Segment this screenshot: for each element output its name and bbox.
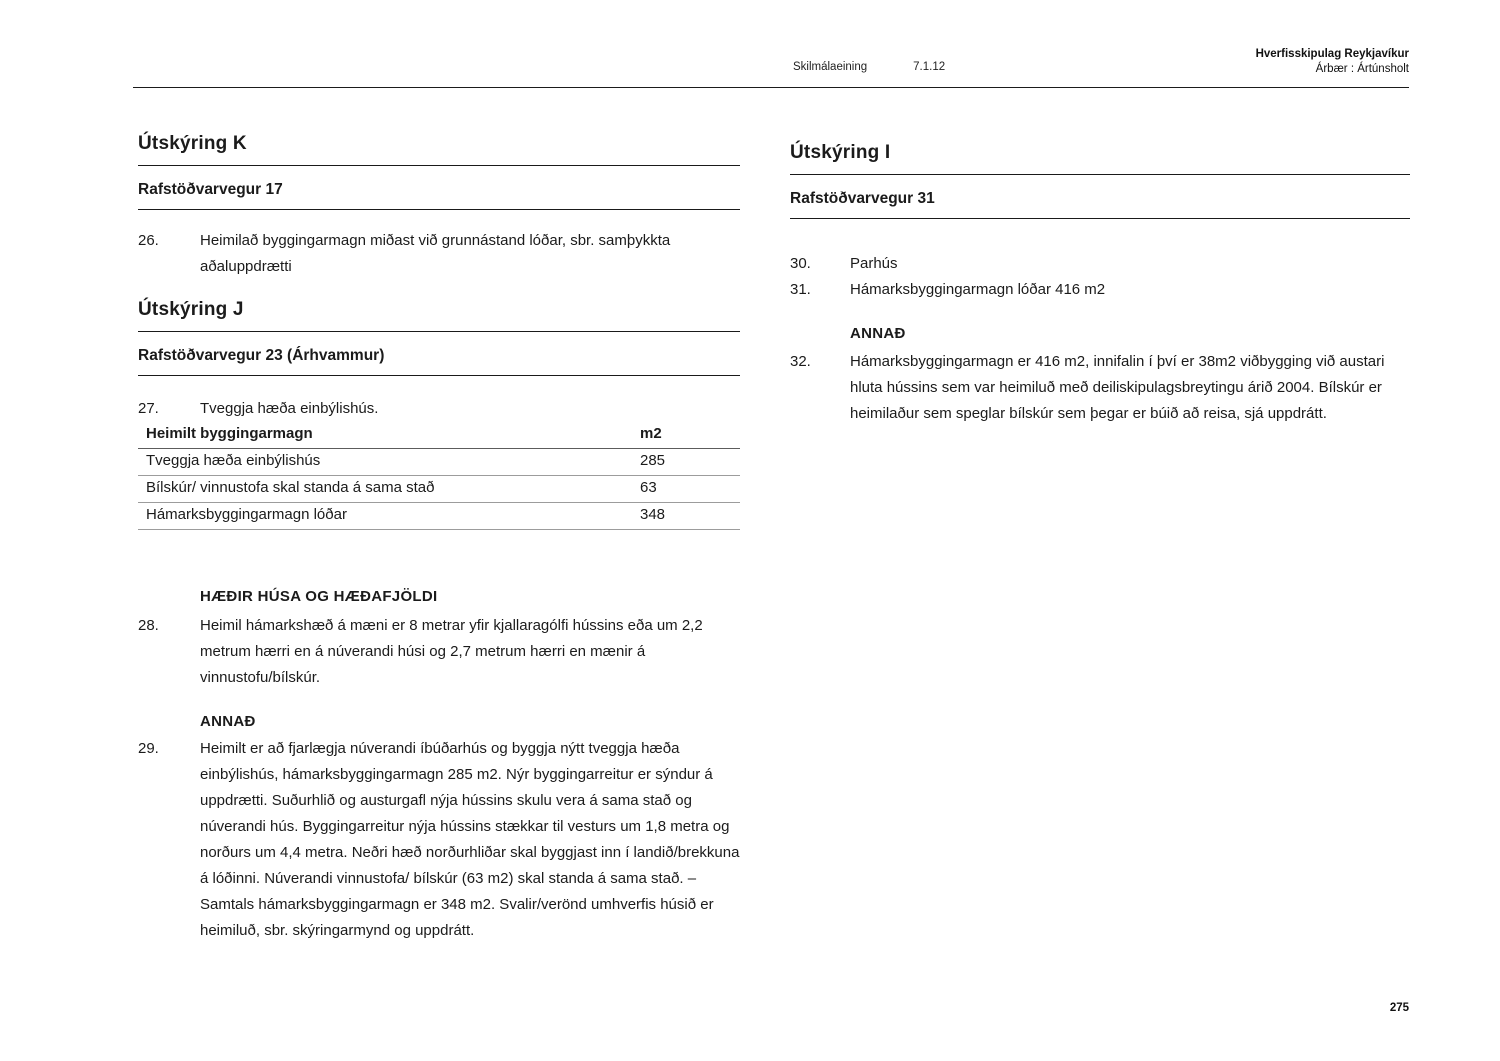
organization-name: Hverfisskipulag Reykjavíkur	[1255, 48, 1409, 60]
table-cell-label: Hámarksbyggingarmagn lóðar	[146, 506, 347, 523]
item-number: 31.	[790, 281, 811, 298]
item-text: Tveggja hæða einbýlishús.	[200, 400, 379, 417]
table-row	[138, 476, 740, 503]
table-header-unit: m2	[640, 425, 662, 442]
doc-number: 7.1.12	[913, 61, 946, 73]
item-text: Heimil hámarkshæð á mæni er 8 metrar yfir kjallaragólfi hússins eða um 2,2 metrum hærri en á núverandi húsi og 2,7 metrum hærri en mænir á vinnustofu/bílskúr.	[200, 617, 703, 686]
item-26	[138, 228, 740, 280]
item-number: 32.	[790, 353, 811, 370]
item-29	[138, 736, 740, 944]
item-number: 26.	[138, 232, 159, 249]
other-heading-right: ANNAÐ	[850, 325, 906, 342]
item-text: Hámarksbyggingarmagn er 416 m2, innifalin í því er 38m2 viðbygging við austari hluta hússins sem var heimiluð með deiliskipulagsbreytingu árið 2004. Bílskúr er heimilaður sem speglar bílskúr sem þegar er búið að reisa, sjá uppdrátt.	[850, 353, 1385, 422]
item-text: Hámarksbyggingarmagn lóðar 416 m2	[850, 281, 1106, 298]
item-text: Heimilað byggingarmagn miðast við grunnástand lóðar, sbr. samþykkta aðaluppdrætti	[200, 232, 671, 275]
section-i-title: Útskýring I	[790, 142, 1410, 175]
section-k-title: Útskýring K	[138, 133, 740, 166]
item-32	[790, 349, 1410, 427]
building-area-table	[138, 422, 740, 530]
item-number: 27.	[138, 400, 159, 417]
item-text: Parhús	[850, 255, 898, 272]
section-i-subtitle: Rafstöðvarvegur 31	[790, 190, 1410, 219]
right-column	[790, 142, 1410, 427]
section-k-subtitle: Rafstöðvarvegur 17	[138, 181, 740, 210]
item-number: 30.	[790, 255, 811, 272]
table-header-row	[138, 422, 740, 449]
item-27	[138, 396, 740, 422]
item-31	[790, 277, 1410, 303]
header-divider	[133, 87, 1409, 88]
item-number: 28.	[138, 617, 159, 634]
section-j-title: Útskýring J	[138, 299, 740, 332]
header-center	[793, 61, 945, 73]
header-right	[1256, 47, 1409, 77]
table-cell-value: 63	[640, 479, 657, 496]
item-28	[138, 613, 740, 691]
table-cell-label: Tveggja hæða einbýlishús	[146, 452, 321, 469]
item-30	[790, 251, 1410, 277]
section-j-subtitle: Rafstöðvarvegur 23 (Árhvammur)	[138, 347, 740, 376]
table-header-label: Heimilt byggingarmagn	[146, 425, 313, 442]
table-cell-label: Bílskúr/ vinnustofa skal standa á sama stað	[146, 479, 435, 496]
other-heading-left: ANNAÐ	[200, 713, 256, 730]
table-cell-value: 348	[640, 506, 666, 523]
doc-type-label: Skilmálaeining	[793, 61, 868, 73]
item-text: Heimilt er að fjarlægja núverandi íbúðarhús og byggja nýtt tveggja hæða einbýlishús, hámarksbyggingarmagn 285 m2. Nýr byggingarreitur er sýndur á uppdrætti. Suðurhlið og austurgafl nýja hússins skulu vera á sama stað og núverandi hús. Byggingarreitur nýja hússins stækkar til vesturs um 1,8 metra og norðurs um 4,4 metra. Neðri hæð norðurhliðar skal byggjast inn í landið/brekkuna á lóðinni. Núverandi vinnustofa/ bílskúr (63 m2) skal standa á sama stað. –Samtals hámarksbyggingarmagn er 348 m2. Svalir/verönd umhverfis húsið er heimiluð, sbr. skýringarmynd og uppdrátt.	[200, 740, 740, 939]
table-cell-value: 285	[640, 452, 666, 469]
left-column	[138, 133, 740, 944]
table-row	[138, 449, 740, 476]
table-row	[138, 503, 740, 530]
district-name: Árbær : Ártúnsholt	[1315, 63, 1409, 75]
item-number: 29.	[138, 740, 159, 757]
heights-heading: HÆÐIR HÚSA OG HÆÐAFJÖLDI	[200, 588, 438, 605]
page-number: 275	[1389, 1002, 1409, 1014]
